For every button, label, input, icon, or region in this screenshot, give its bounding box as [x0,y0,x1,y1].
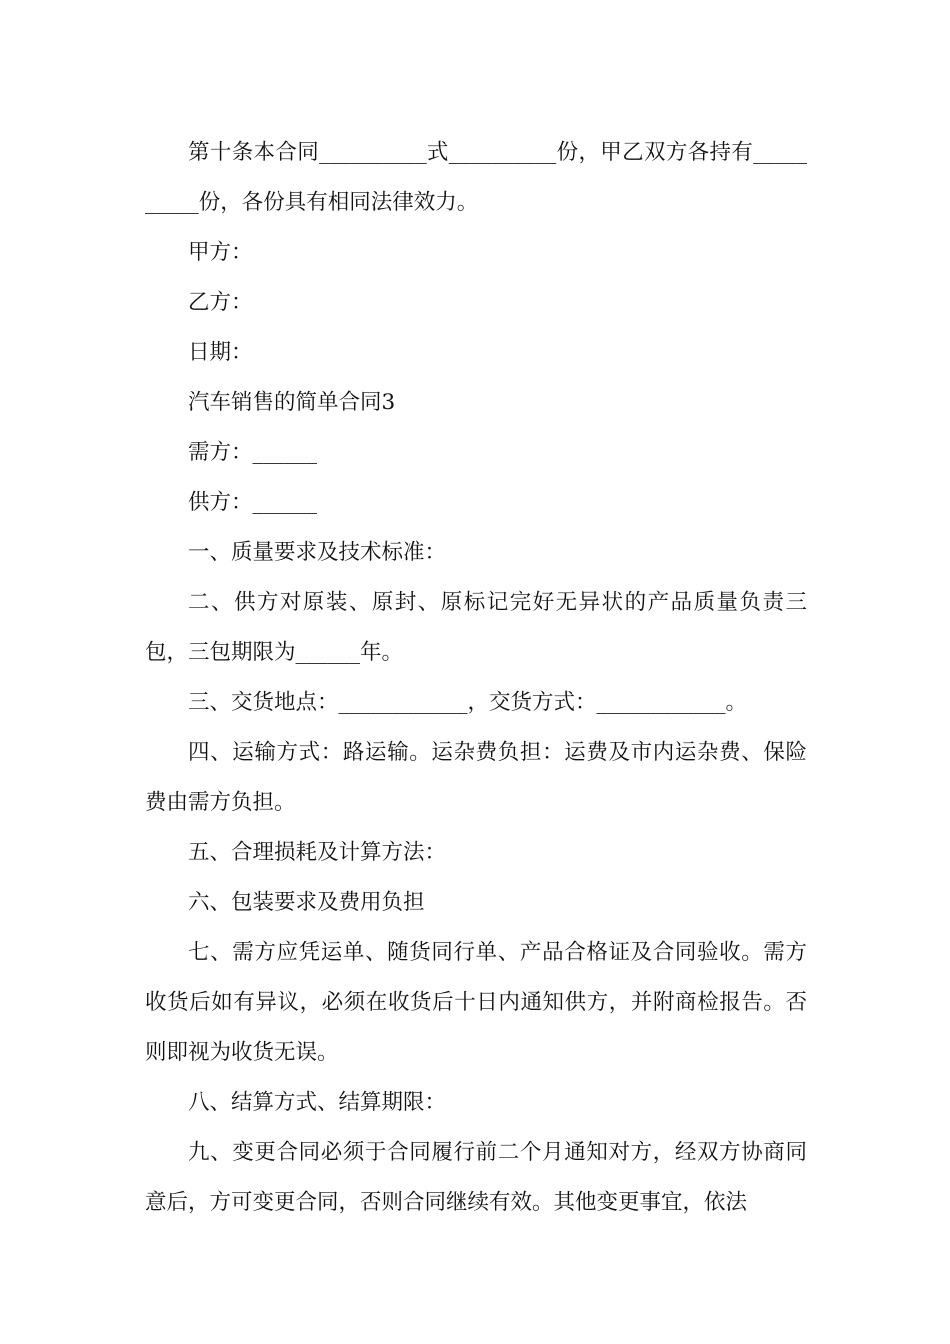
date-line: 日期： [188,340,253,365]
clause-1-quality: 一、质量要求及技术标准： [188,540,447,565]
clause-7-acceptance: 七、需方应凭运单、随货同行单、产品合格证及合同验收。需方收货后如有异议，必须在收货后十日内通知供方，并附商检报告。否则即视为收货无误。 [145,940,807,1065]
clause-4-transport: 四、运输方式：路运输。运杂费负担：运费及市内运杂费、保险费由需方负担。 [145,740,807,815]
clause-8-settlement: 八、结算方式、结算期限： [188,1090,447,1115]
clause-5-loss: 五、合理损耗及计算方法： [188,840,447,865]
clause-6-packaging: 六、包装要求及费用负担 [188,890,425,915]
contract-body [145,128,807,1228]
party-a-line: 甲方： [188,240,253,265]
buyer-line: 需方：______ [188,440,318,465]
clause-2-warranty: 二、供方对原装、原封、原标记完好无异状的产品质量负责三包，三包期限为______年。 [145,590,807,665]
supplier-line: 供方：______ [188,490,318,515]
contract-title: 汽车销售的简单合同3 [188,390,396,415]
clause-3-delivery: 三、交货地点：____________，交货方式：____________。 [188,690,748,715]
clause-9-changes: 九、变更合同必须于合同履行前二个月通知对方，经双方协商同意后，方可变更合同，否则合同继续有效。其他变更事宜，依法 [145,1140,807,1215]
clause-10-copies: 第十条本合同__________式__________份，甲乙双方各持有__________份，各份具有相同法律效力。 [145,140,807,215]
party-b-line: 乙方： [188,290,253,315]
